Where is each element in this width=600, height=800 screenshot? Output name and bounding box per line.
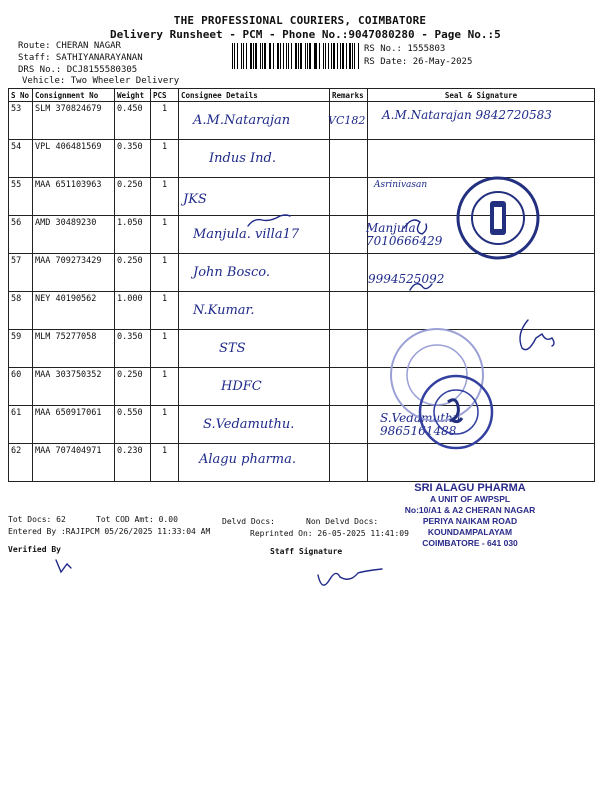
signature-handwriting: S.Vedamuthu 9865161488 bbox=[380, 411, 461, 438]
cell-weight: 0.250 bbox=[115, 178, 151, 216]
cell-weight: 0.250 bbox=[115, 254, 151, 292]
col-remarks: Remarks bbox=[330, 89, 368, 102]
staff-signature-scribble bbox=[318, 569, 382, 585]
consignee-handwriting: Indus Ind. bbox=[209, 151, 276, 166]
cell-pcs: 1 bbox=[151, 178, 179, 216]
courier-seal bbox=[455, 175, 541, 261]
cell-consignment: MAA 303750352 bbox=[33, 368, 115, 406]
cell-consignment: MAA 650917061 bbox=[33, 406, 115, 444]
consignee-handwriting: JKS bbox=[183, 192, 207, 207]
staff-label: Staff: SATHIYANARAYANAN bbox=[18, 53, 143, 63]
cell-weight: 0.450 bbox=[115, 102, 151, 140]
stamp-line: COIMBATORE - 641 030 bbox=[422, 538, 518, 548]
stamp-line: A UNIT OF AWPSPL bbox=[429, 494, 511, 504]
col-signature: Seal & Signature bbox=[368, 89, 595, 102]
cell-sno: 56 bbox=[9, 216, 33, 254]
rs-number: RS No.: 1555803 bbox=[364, 44, 446, 54]
remark-handwriting: VC182 bbox=[328, 114, 366, 127]
cell-pcs: 1 bbox=[151, 330, 179, 368]
route-label: Route: CHERAN NAGAR bbox=[18, 41, 121, 51]
annotation-scribble bbox=[248, 215, 290, 226]
consignee-handwriting: STS bbox=[219, 341, 246, 356]
cell-weight: 1.000 bbox=[115, 292, 151, 330]
consignee-handwriting: Manjula. villa17 bbox=[193, 227, 300, 242]
consignee-handwriting: HDFC bbox=[221, 379, 262, 394]
cell-consignment: MAA 707404971 bbox=[33, 444, 115, 482]
stamp-line: PERIYA NAIKAM ROAD bbox=[422, 516, 518, 526]
cell-pcs: 1 bbox=[151, 406, 179, 444]
stamp-line: No:10/A1 & A2 CHERAN NAGAR bbox=[404, 505, 536, 515]
cell-weight: 0.250 bbox=[115, 368, 151, 406]
signature-handwriting: Manjula 7010666429 bbox=[366, 221, 443, 248]
non-delivered-docs: Non Delvd Docs: bbox=[306, 517, 379, 526]
verified-signature-scribble bbox=[56, 560, 71, 572]
col-weight: Weight bbox=[115, 89, 151, 102]
signature-handwriting: A.M.Natarajan 9842720583 bbox=[382, 108, 552, 122]
cell-weight: 0.230 bbox=[115, 444, 151, 482]
cell-consignment: SLM 370824679 bbox=[33, 102, 115, 140]
rs-date: RS Date: 26-May-2025 bbox=[364, 57, 473, 67]
cell-consignment: MAA 709273429 bbox=[33, 254, 115, 292]
cell-consignment: MAA 651103963 bbox=[33, 178, 115, 216]
cell-pcs: 1 bbox=[151, 140, 179, 178]
signature-handwriting: 9994525092 bbox=[368, 272, 445, 286]
cell-sno: 54 bbox=[9, 140, 33, 178]
cell-consignment: AMD 30489230 bbox=[33, 216, 115, 254]
cell-pcs: 1 bbox=[151, 216, 179, 254]
cell-weight: 0.550 bbox=[115, 406, 151, 444]
col-sno: S No bbox=[9, 89, 33, 102]
cell-pcs: 1 bbox=[151, 444, 179, 482]
cell-sno: 59 bbox=[9, 330, 33, 368]
signature-handwriting: Asrinivasan bbox=[374, 180, 428, 190]
stamp-name: SRI ALAGU PHARMA bbox=[414, 482, 526, 494]
cell-pcs: 1 bbox=[151, 292, 179, 330]
cell-sno: 60 bbox=[9, 368, 33, 406]
entered-by: Entered By :RAJIPCM 05/26/2025 11:33:04 AM bbox=[8, 527, 211, 536]
consignee-handwriting: S.Vedamuthu. bbox=[203, 417, 295, 432]
cell-sno: 61 bbox=[9, 406, 33, 444]
vehicle-label: Vehicle: Two Wheeler Delivery bbox=[22, 76, 180, 86]
cell-weight: 0.350 bbox=[115, 330, 151, 368]
signature-scribble bbox=[520, 320, 554, 350]
cell-consignment: VPL 406481569 bbox=[33, 140, 115, 178]
col-consignee: Consignee Details bbox=[179, 89, 330, 102]
signature-scribble bbox=[410, 284, 432, 290]
consignee-handwriting: A.M.Natarajan bbox=[193, 113, 291, 128]
cell-weight: 1.050 bbox=[115, 216, 151, 254]
drs-number: DRS No.: DCJ8155580305 bbox=[18, 65, 138, 75]
pharma-stamp bbox=[390, 482, 550, 549]
hdfc-seal bbox=[416, 372, 496, 452]
cell-pcs: 1 bbox=[151, 368, 179, 406]
col-pcs: PCS bbox=[151, 89, 179, 102]
consignee-handwriting: John Bosco. bbox=[193, 265, 270, 280]
cell-pcs: 1 bbox=[151, 254, 179, 292]
total-cod: Tot COD Amt: 0.00 bbox=[96, 515, 178, 524]
cell-sno: 57 bbox=[9, 254, 33, 292]
consignee-handwriting: Alagu pharma. bbox=[199, 452, 296, 467]
reprinted-on: Reprinted On: 26-05-2025 11:41:09 bbox=[250, 529, 409, 538]
cell-pcs: 1 bbox=[151, 102, 179, 140]
staff-signature: Staff Signature bbox=[270, 547, 343, 556]
company-title: THE PROFESSIONAL COURIERS, COIMBATORE bbox=[173, 14, 427, 27]
consignee-handwriting: N.Kumar. bbox=[193, 303, 255, 318]
cell-sno: 53 bbox=[9, 102, 33, 140]
delivered-docs: Delvd Docs: bbox=[222, 517, 275, 526]
cell-consignment: MLM 75277058 bbox=[33, 330, 115, 368]
runsheet-subtitle: Delivery Runsheet - PCM - Phone No.:9047080280 - Page No.:5 bbox=[110, 28, 501, 41]
cell-sno: 62 bbox=[9, 444, 33, 482]
cell-sno: 55 bbox=[9, 178, 33, 216]
total-docs: Tot Docs: 62 bbox=[8, 515, 66, 524]
cell-consignment: NEY 40190562 bbox=[33, 292, 115, 330]
stamp-line: KOUNDAMPALAYAM bbox=[427, 527, 513, 537]
col-consignment: Consignment No bbox=[33, 89, 115, 102]
cell-weight: 0.350 bbox=[115, 140, 151, 178]
verified-by: Verified By bbox=[8, 545, 61, 554]
cell-sno: 58 bbox=[9, 292, 33, 330]
signature-scribble bbox=[404, 220, 427, 234]
